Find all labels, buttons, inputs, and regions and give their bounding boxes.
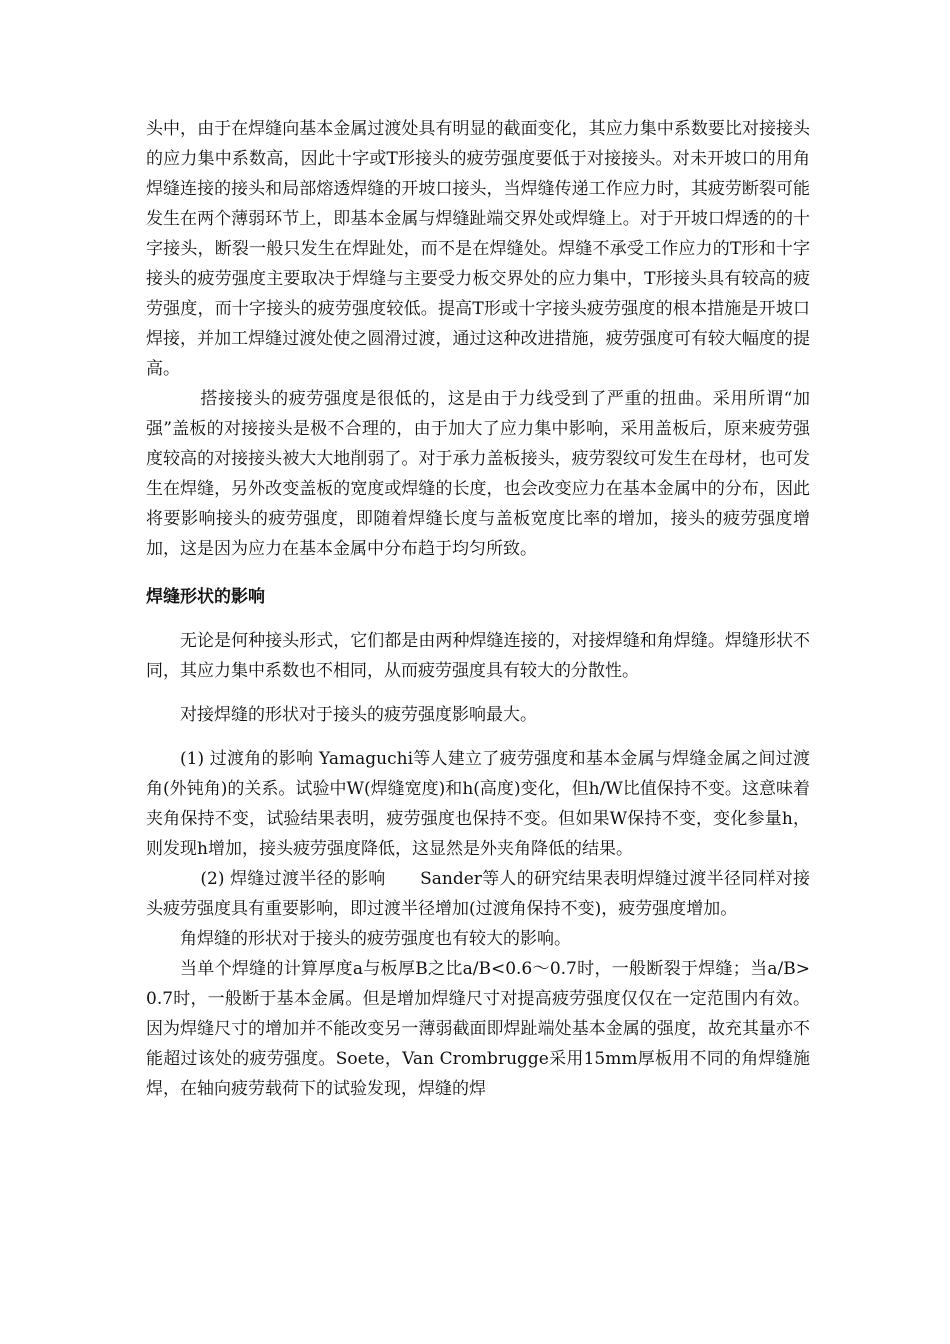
document-page <box>146 114 810 1104</box>
section-heading: 焊缝形状的影响 <box>146 587 265 607</box>
paragraph-weld-shapes: 无论是何种接头形式，它们都是由两种焊缝连接的，对接焊缝和角焊缝。焊缝形状不同，其应力集中系数也不相同，从而疲劳强度具有较大的分散性。 <box>146 631 810 681</box>
paragraph-transition-angle: (1) 过渡角的影响 Yamaguchi等人建立了疲劳强度和基本金属与焊缝金属之间过渡角(外钝角)的关系。试验中W(焊缝宽度)和h(高度)变化，但h/W比值保持不变。这意味着夹角保持不变，试验结果表明，疲劳强度也保持不变。但如果W保持不变，变化参量h，则发现h增加，接头疲劳强度降低，这显然是外夹角降低的结果。 <box>146 749 810 859</box>
paragraph-butt-weld: 对接焊缝的形状对于接头的疲劳强度影响最大。 <box>180 705 537 725</box>
paragraph-lap-joint: 搭接接头的疲劳强度是很低的，这是由于力线受到了严重的扭曲。采用所谓“加强”盖板的对接接头是极不合理的，由于加大了应力集中影响，采用盖板后，原来疲劳强度较高的对接接头被大大地削弱了。对于承力盖板接头，疲劳裂纹可发生在母材，也可发生在焊缝，另外改变盖板的宽度或焊缝的长度，也会改变应力在基本金属中的分布，因此将要影响接头的疲劳强度，即随着焊缝长度与盖板宽度比率的增加，接头的疲劳强度增加，这是因为应力在基本金属中分布趋于均匀所致。 <box>146 389 810 559</box>
paragraph-thickness-ratio: 当单个焊缝的计算厚度a与板厚B之比a/B<0.6～0.7时，一般断裂于焊缝；当a/B>0.7时，一般断于基本金属。但是增加焊缝尺寸对提高疲劳强度仅仅在一定范围内有效。因为焊缝尺寸的增加并不能改变另一薄弱截面即焊趾端处基本金属的强度，故充其量亦不能超过该处的疲劳强度。Soete，Van Crombrugge采用15mm厚板用不同的角焊缝施焊，在轴向疲劳载荷下的试验发现，焊缝的焊 <box>146 959 810 1099</box>
paragraph-transition-radius: (2) 焊缝过渡半径的影响 Sander等人的研究结果表明焊缝过渡半径同样对接头疲劳强度具有重要影响，即过渡半径增加(过渡角保持不变)，疲劳强度增加。 <box>146 869 810 919</box>
paragraph-cross-joint: 头中，由于在焊缝向基本金属过渡处具有明显的截面变化，其应力集中系数要比对接接头的应力集中系数高，因此十字或T形接头的疲劳强度要低于对接接头。对未开坡口的用角焊缝连接的接头和局部熔透焊缝的开坡口接头，当焊缝传递工作应力时，其疲劳断裂可能发生在两个薄弱环节上，即基本金属与焊缝趾端交界处或焊缝上。对于开坡口焊透的的十字接头，断裂一般只发生在焊趾处，而不是在焊缝处。焊缝不承受工作应力的T形和十字接头的疲劳强度主要取决于焊缝与主要受力板交界处的应力集中，T形接头具有较高的疲劳强度，而十字接头的疲劳强度较低。提高T形或十字接头疲劳强度的根本措施是开坡口焊接，并加工焊缝过渡处使之圆滑过渡，通过这种改进措施，疲劳强度可有较大幅度的提高。 <box>146 119 810 379</box>
paragraph-fillet-weld: 角焊缝的形状对于接头的疲劳强度也有较大的影响。 <box>180 929 571 949</box>
